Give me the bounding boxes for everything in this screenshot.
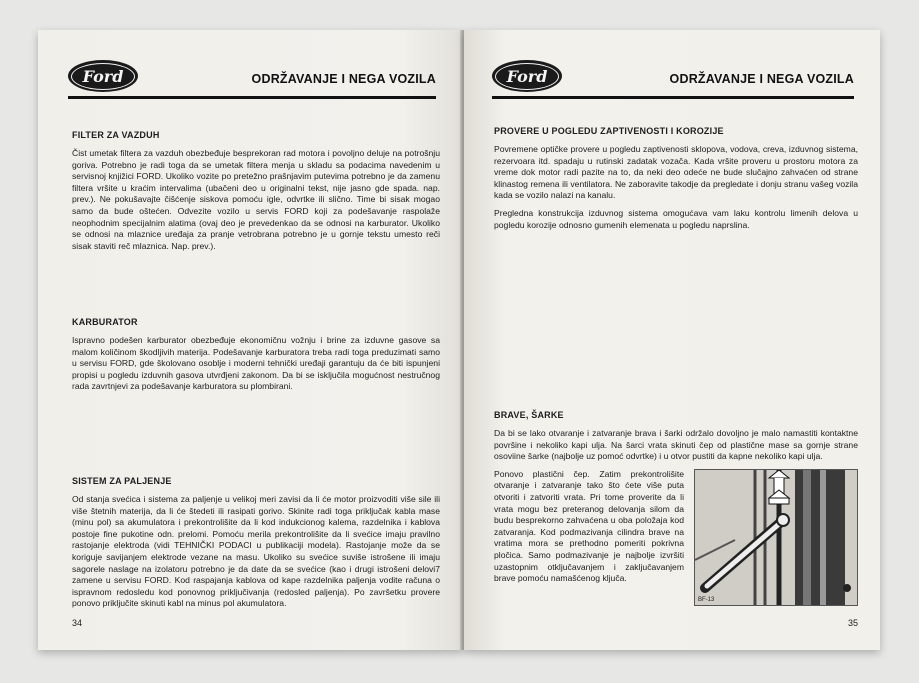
right-page bbox=[464, 30, 880, 650]
section-carburetor bbox=[72, 317, 440, 399]
ford-logo bbox=[492, 60, 562, 92]
section-body: Ispravno podešen karburator obezbeđuje ekonomičnu vožnju i brine za izduvne gasove sa malom količinom škodljivih materija. Podešavanje karburatora treba radi toga preduzimati samo u servisu FORD, gde školovano osoblje i moderni tehnički uređaji garantuju da će biti ispunjeni propisi u pogledu izduvnih gasova utvrđjeni zakonom. Da bi se isključila mogućnost nestručnog rada zavrtnjevi za podešavanje karburatora su plombirani. bbox=[72, 335, 440, 392]
right-header bbox=[492, 60, 854, 100]
left-header-title: ODRŽAVANJE I NEGA VOZILA bbox=[251, 72, 436, 86]
section-air-filter bbox=[72, 130, 440, 258]
left-page bbox=[38, 30, 462, 650]
manual-spread bbox=[38, 30, 880, 650]
right-header-title: ODRŽAVANJE I NEGA VOZILA bbox=[669, 72, 854, 86]
text-with-figure bbox=[494, 469, 858, 606]
ford-logo-text: Ford bbox=[71, 63, 135, 90]
section-body: Čist umetak filtera za vazduh obezbeđuje besprekoran rad motora i povoljno deluje na potrošnju goriva. Potrebno je radi toga da se umetak filtera menja u skladu sa podacima navedenim u servisnoj knjižici FORD. Ukoliko vozite po pretežno prašnjavim putevima potrebno je da zamenu filtera vršite u kraćim intervalima (ubačeni deo u originalni tekst, nije jasno gde spada. nap. prev.). Ne pokušavajte čišćenje siskova pomoću igle, odvrtke ili slično. Time bi sisak mogao samo da bude oštećen. Odvezite vozilo u servis FORD koji za podešavanje raspolaže neophodnim specijalnim alatima (ovaj deo je prevedenkao da se odnosi na karburator. Ukoliko se odnosi na mlaznice uređaja za pranje vetrobrana potrebno je u gornje tekstu umesto reči sisak staviti reč mlaznica. Nap. prev.). bbox=[72, 148, 440, 251]
left-header bbox=[68, 60, 436, 100]
section-heading: FILTER ZA VAZDUH bbox=[72, 130, 160, 140]
figure-label: BF-13 bbox=[698, 596, 715, 603]
ford-logo-text: Ford bbox=[495, 63, 559, 90]
page-number: 34 bbox=[72, 618, 83, 628]
section-leak-corrosion bbox=[494, 126, 858, 237]
section-body: Da bi se lako otvaranje i zatvaranje brava i šarki održalo dovoljno je malo namastiti kontaktne površine i nekoliko kapi ulja. Na šarci vrata skinuti čep od plastične mase sa gornje strane osoviine šarke (najbolje uz pomoć odvrtke) i u otvor pustiti da kapne nekoliko kapi ulja. bbox=[494, 428, 858, 462]
section-heading: KARBURATOR bbox=[72, 317, 138, 327]
hinge-lubrication-illustration bbox=[694, 469, 858, 606]
page-number: 35 bbox=[847, 618, 858, 628]
section-heading: BRAVE, ŠARKE bbox=[494, 410, 564, 420]
section-locks-hinges bbox=[494, 410, 858, 606]
section-body: Povremene optičke provere u pogledu zaptivenosti sklopova, vodova, creva, izduvnog sistema, rezervoara itd. spadaju u rutinski zadatak vozača. Kada vršite proveru u prostoru motora za vreme dok motor radi pazite na to, da neki deo odeće ne bude slučajno zahvaćen od strane klinastog remena ili ventilatora. Ne zaboravite takodje da pregledate i donju stranu vašeg vozila kada se vozilo nalazi na kanalu. bbox=[494, 144, 858, 201]
section-body: Od stanja svećica i sistema za paljenje u velikoj meri zavisi da li će motor proizvoditi više sile ili više štetnih materija, da li će štedeti ili rasipati gorivo. Skinite radi toga priključak kabla mase (minu pol) sa akumulatora i prekontrolišite da li kod indukcionog kalema, razdelnika i kablova postoje fine pukotine odn. prelomi. Pomoću merila prekontrolišite da li svećice imaju pravilno rastojanje elektroda (vidi TEHNIČKI PODACI u publikaciji modela). Rastojanje može da se koriguje savijanjem elektrode vezane na masu. Ukoliko su svećice suviše istrošene ili imaju sagorele naslage na izolatoru potrebno je da date da se svećice (kao i drugi istrošeni delovi7 zamene u servisu FORD. Kod raspajanja kablova od kape razdelnika paljenja vodite računa o ispravnom redosledu kod ponovnog priključivanja (redosled paljenja). Po završetku provere ponovo priključite skinuti kabl na minus pol akumulatora. bbox=[72, 494, 440, 609]
header-rule bbox=[492, 96, 854, 99]
section-ignition bbox=[72, 476, 440, 616]
ford-logo bbox=[68, 60, 138, 92]
section-body-2: Ponovo plastični čep. Zatim prekontrolišite otvaranje i zatvaranje tako što ćete više puta otvoriti i zatvoriti vrata. Pri tome proverite da li vrata mogu bez preteranog delovanja silom da budu besprekorno zahvaćena u oba položaja kod zatvaranja. Kod podmazivanja cilindra brave na vratima mora se prethodno pomeriti pokrivna pločica. Samo podmazivanje je najbolje izvršiti uzastopnim otključavanjem i zaključavanjem brave pomoću namašćenog ključa. bbox=[494, 468, 684, 584]
section-heading: PROVERE U POGLEDU ZAPTIVENOSTI I KOROZIJE bbox=[494, 126, 724, 136]
section-heading: SISTEM ZA PALJENJE bbox=[72, 476, 172, 486]
hinge-drawing bbox=[695, 470, 857, 605]
header-rule bbox=[68, 96, 436, 99]
section-body-2: Pregledna konstrukcija izduvnog sistema omogućava vam laku kontrolu limenih delova u pogledu korozije odnosno gumenih elemenata u pogledu naprslina. bbox=[494, 207, 858, 230]
